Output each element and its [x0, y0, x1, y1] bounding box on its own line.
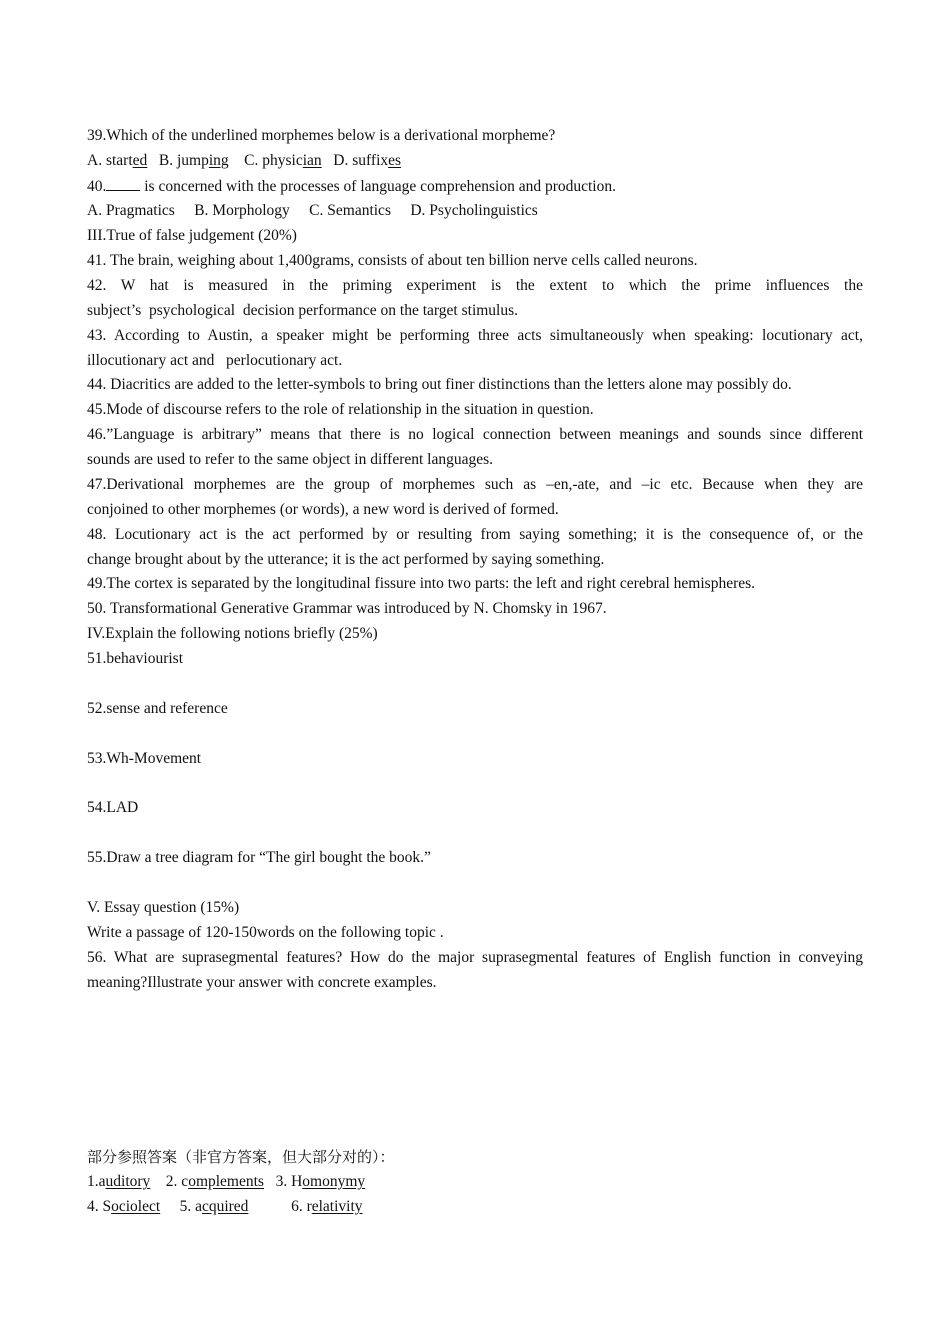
option-d: D. suffixes — [333, 152, 402, 169]
question-40-stem: 40. is concerned with the processes of language comprehension and production. — [87, 178, 616, 195]
question-45: 45.Mode of discourse refers to the role of relationship in the situation in question. — [87, 401, 594, 418]
question-43-line-1: 43. According to Austin, a speaker might be performing three acts simultaneously when speaking: locutionary act, — [87, 327, 863, 344]
question-51: 51.behaviourist — [87, 650, 183, 667]
essay-instruction: Write a passage of 120-150words on the following topic . — [87, 924, 444, 941]
question-41: 41. The brain, weighing about 1,400grams, consists of about ten billion nerve cells called neurons. — [87, 252, 698, 269]
question-47-line-1: 47.Derivational morphemes are the group of morphemes such as –en,-ate, and –ic etc. Because when they are — [87, 476, 863, 493]
answer-3: 3. Homonymy — [275, 1173, 366, 1190]
question-39-stem: 39.Which of the underlined morphemes below is a derivational morpheme? — [87, 127, 556, 144]
question-52: 52.sense and reference — [87, 700, 228, 717]
answers-title: 部分参照答案（非官方答案，但大部分对的）： — [87, 1148, 395, 1166]
question-44: 44. Diacritics are added to the letter-symbols to bring out finer distinctions than the letters alone may possibly do. — [87, 376, 792, 393]
option-a: A. started — [87, 152, 148, 169]
section-5-heading: V. Essay question (15%) — [87, 899, 240, 916]
question-39-options — [87, 151, 401, 171]
option-a: A. Pragmatics — [87, 202, 175, 219]
option-b: B. Morphology — [194, 202, 290, 219]
option-c: C. physician — [244, 152, 322, 169]
question-54: 54.LAD — [87, 799, 139, 816]
question-55: 55.Draw a tree diagram for “The girl bought the book.” — [87, 849, 431, 866]
question-42-line-2: subject’s psychological decision performance on the target stimulus. — [87, 302, 519, 319]
option-b: B. jumping — [158, 152, 229, 169]
question-48-line-1: 48. Locutionary act is the act performed by or resulting from saying something; it is the consequence of, or the — [87, 526, 863, 543]
option-d: D. Psycholinguistics — [410, 202, 538, 219]
question-50: 50. Transformational Generative Grammar was introduced by N. Chomsky in 1967. — [87, 600, 607, 617]
answer-5: 5. acquired — [179, 1198, 249, 1215]
question-56-line-1: 56. What are suprasegmental features? How do the major suprasegmental features of English function in conveying — [87, 949, 863, 966]
answers-row-1 — [87, 1172, 365, 1192]
question-53: 53.Wh-Movement — [87, 750, 202, 767]
answer-4: 4. Sociolect — [87, 1198, 161, 1215]
question-46-line-2: sounds are used to refer to the same object in different languages. — [87, 451, 494, 468]
section-3-heading: III.True of false judgement (20%) — [87, 227, 297, 244]
answer-6: 6. relativity — [291, 1198, 363, 1215]
question-48-line-2: change brought about by the utterance; it is the act performed by saying something. — [87, 551, 605, 568]
question-49: 49.The cortex is separated by the longitudinal fissure into two parts: the left and right cerebral hemispheres. — [87, 575, 756, 592]
question-43-line-2: illocutionary act and perlocutionary act. — [87, 352, 343, 369]
question-46-line-1: 46.”Language is arbitrary” means that there is no logical connection between meanings and sounds since different — [87, 426, 863, 443]
answers-row-2 — [87, 1197, 363, 1217]
section-4-heading: IV.Explain the following notions briefly (25%) — [87, 625, 378, 642]
question-47-line-2: conjoined to other morphemes (or words), a new word is derived of formed. — [87, 501, 559, 518]
answer-1: 1.auditory — [87, 1173, 151, 1190]
question-56-line-2: meaning?Illustrate your answer with concrete examples. — [87, 974, 437, 991]
option-c: C. Semantics — [309, 202, 391, 219]
answer-blank — [106, 176, 140, 191]
question-40-options — [87, 201, 538, 221]
answer-2: 2. complements — [165, 1173, 264, 1190]
question-42-line-1: 42. W hat is measured in the priming experiment is the extent to which the prime influences the — [87, 277, 863, 294]
